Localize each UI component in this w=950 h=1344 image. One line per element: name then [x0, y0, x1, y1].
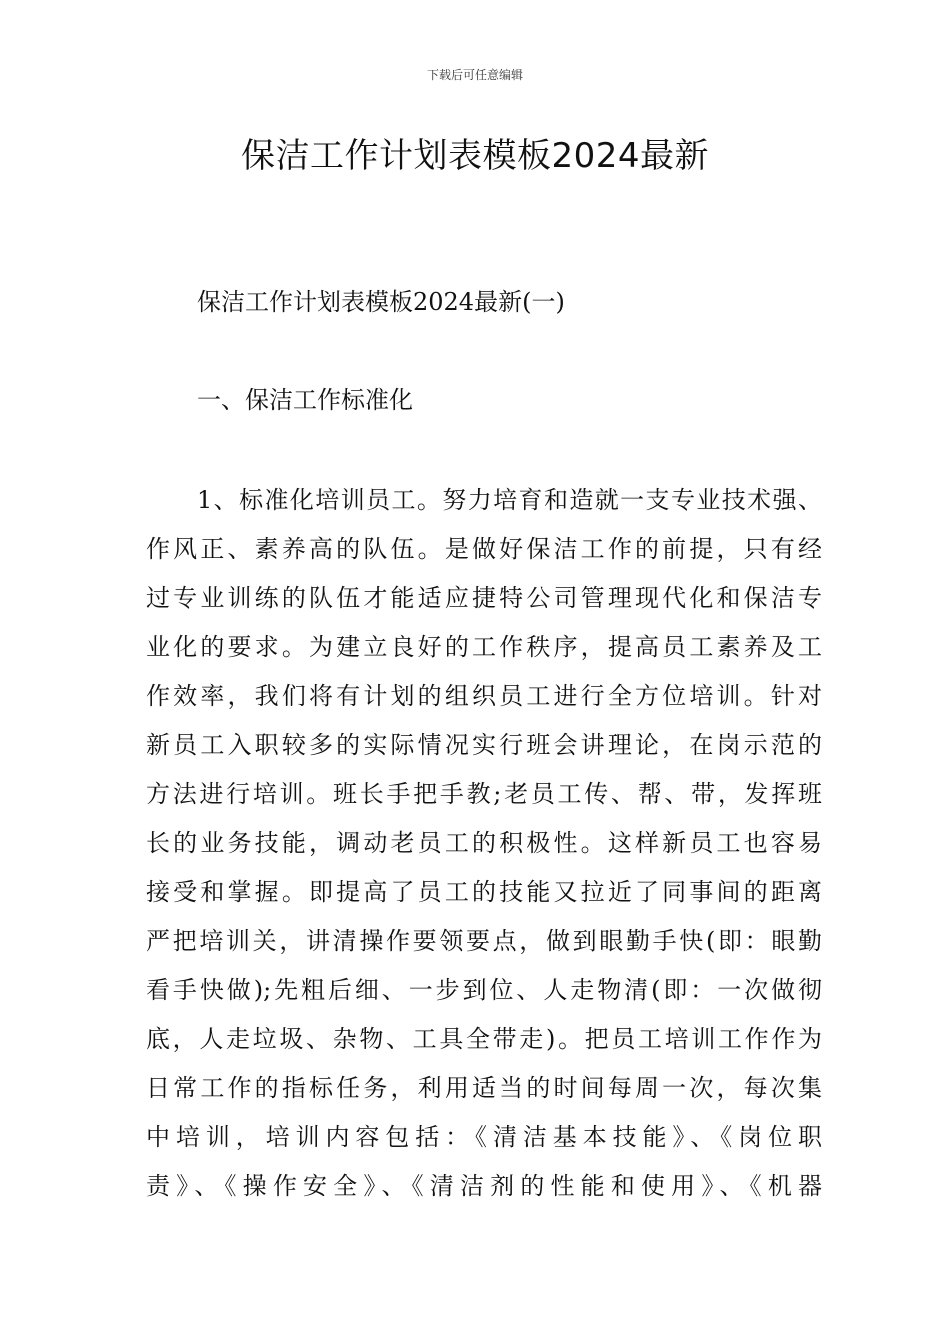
document-subtitle: 保洁工作计划表模板2024最新(一): [197, 288, 565, 316]
paragraph-line: 底，人走垃圾、杂物、工具全带走)。把员工培训工作作为: [146, 1025, 822, 1053]
paragraph-line: 接受和掌握。即提高了员工的技能又拉近了同事间的距离: [146, 878, 822, 906]
paragraph-line: 新员工入职较多的实际情况实行班会讲理论，在岗示范的: [146, 731, 822, 759]
paragraph-line: 长的业务技能，调动老员工的积极性。这样新员工也容易: [146, 829, 822, 857]
paragraph-line: 作效率，我们将有计划的组织员工进行全方位培训。针对: [146, 682, 822, 710]
header-note: 下载后可任意编辑: [426, 68, 523, 82]
paragraph-line: 过专业训练的队伍才能适应捷特公司管理现代化和保洁专: [146, 584, 822, 612]
paragraph-line: 中培训，培训内容包括：《清洁基本技能》、《岗位职: [146, 1123, 822, 1151]
paragraph-line: 1、标准化培训员工。努力培育和造就一支专业技术强、: [197, 486, 822, 514]
section-heading: 一、保洁工作标准化: [197, 386, 413, 414]
body-paragraph: [146, 476, 822, 1211]
paragraph-line: 看手快做);先粗后细、一步到位、人走物清(即：一次做彻: [146, 976, 822, 1004]
paragraph-line: 业化的要求。为建立良好的工作秩序，提高员工素养及工: [146, 633, 822, 661]
paragraph-line: 作风正、素养高的队伍。是做好保洁工作的前提，只有经: [146, 535, 822, 563]
document-title: 保洁工作计划表模板2024最新: [240, 136, 710, 176]
paragraph-line: 责》、《操作安全》、《清洁剂的性能和使用》、《机器: [146, 1172, 822, 1200]
paragraph-line: 方法进行培训。班长手把手教;老员工传、帮、带，发挥班: [146, 780, 822, 808]
paragraph-line: 严把培训关，讲清操作要领要点，做到眼勤手快(即：眼勤: [146, 927, 822, 955]
paragraph-line: 日常工作的指标任务，利用适当的时间每周一次，每次集: [146, 1074, 822, 1102]
